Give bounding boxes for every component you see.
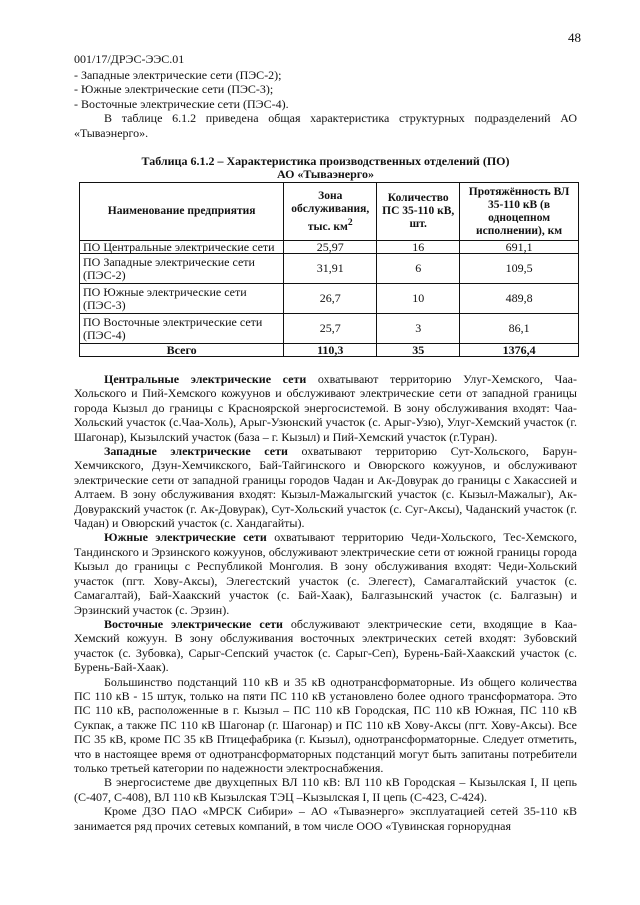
cell-count: 10 — [377, 284, 460, 314]
intro-section — [74, 68, 577, 140]
header-zone-text: Зона обслуживания, тыс. км — [291, 189, 370, 233]
cell-name: ПО Центральные электрические сети — [80, 241, 284, 254]
paragraph-text: охватывают территорию Чеди-Хольского, Тес-Хемского, Тандинского и Эрзинского кожуунов, обслуживают электрические сети от южной границы города Кызыл до границы с Республикой Монголия. В зону обслуживания входят: Чеди-Хольский участок (пгт. Хову-Аксы), Элегестский участок (с. Элегест), Самагалтайский участок (с. Самагалтай), Бай-Хаакский участок (с. Бай-Хаак), Балгазынский участок (с. Балгазын) и Эрзинский участок (с. Эрзин). — [74, 530, 577, 617]
paragraph-other-companies: Кроме ДЗО ПАО «МРСК Сибири» – АО «Тываэнерго» эксплуатацией сетей 35-110 кВ занимается ряд прочих сетевых компаний, в том числе ООО «Тувинская горнорудная — [74, 804, 577, 833]
paragraph-lead: Восточные электрические сети — [104, 616, 283, 631]
paragraph-lead: Южные электрические сети — [104, 530, 267, 545]
paragraph-western — [74, 444, 577, 530]
paragraph-lead: Центральные электрические сети — [104, 372, 307, 386]
page-number: 48 — [568, 30, 581, 45]
list-item: - Южные электрические сети (ПЭС-3); — [74, 82, 274, 97]
cell-count: 6 — [377, 254, 460, 284]
total-count: 35 — [377, 344, 460, 357]
cell-name: ПО Западные электрические сети (ПЭС-2) — [80, 254, 284, 284]
paragraph-eastern — [74, 617, 577, 675]
cell-zone: 25,7 — [284, 314, 377, 344]
paragraph-central — [74, 372, 577, 444]
header-zone — [284, 183, 377, 241]
paragraph-text: охватывают территорию Сут-Хольского, Барун-Хемчикского, Дзун-Хемчикского, Бай-Тайгинского и Овюрского кожуунов, и обслуживают электрические сети от западной границы городов Чадан и Ак-Довурак до границы с Хакассией и Алтаем. В зону обслуживания входят: Кызыл-Мажалыгский участок (с. Кызыл-Мажалыг), Ак-Довуракский участок (г. Ак-Довурак), Сут-Хольский участок (с. Суг-Аксы), Чаданский участок (г. Чадан) и Овюрский участок (с. Хандагайты). — [74, 444, 578, 531]
paragraph-text: охватывают территорию Улуг-Хемского, Чаа-Хольского и Пий-Хемского кожуунов и обслуживают электрические сети от западной границы города Кызыл до границы с Красноярской энергосистемой. В зону обслуживания входят: Чаа-Хольский участок (с.Чаа-Холь), Арыг-Узюнский участок (с. Арыг-Узю), Улуг-Хемский участок (г. Шагонар), Кызылский участок (база – г. Кызыл) и Пий-Хемский участок (г.Туран). — [74, 372, 577, 444]
table-row — [80, 241, 579, 254]
paragraph-lead: Западные электрические сети — [104, 444, 288, 459]
paragraph-text: обслуживают электрические сети, входящие в Каа-Хемский кожуун. В зону обслуживания восточных электрических сетей входят: Зубовский участок (с. Зубовка), Сарыг-Сепский участок (с. Сарыг-Сеп), Бурень-Бай-Хаакский участок (с. Бурень-Бай-Хаак). — [74, 616, 578, 675]
cell-name: ПО Южные электрические сети (ПЭС-3) — [80, 284, 284, 314]
paragraph-southern — [74, 530, 577, 616]
table-caption-line: Таблица 6.1.2 – Характеристика производственных отделений (ПО) — [141, 154, 510, 168]
cell-count: 16 — [377, 241, 460, 254]
table-row — [80, 254, 579, 284]
cell-length: 86,1 — [460, 314, 579, 344]
header-count: Количество ПС 35-110 кВ, шт. — [377, 183, 460, 241]
paragraph-double-circuit: В энергосистеме две двухцепных ВЛ 110 кВ: ВЛ 110 кВ Городская – Кызылская I, II цепь (С-407, С-408), ВЛ 110 кВ Кызылская ТЭЦ –Кызылская I, II цепь (С-423, С-424). — [74, 775, 577, 804]
table-caption — [74, 155, 577, 181]
cell-name: ПО Восточные электрические сети (ПЭС-4) — [80, 314, 284, 344]
header-zone-superscript: 2 — [347, 216, 353, 228]
total-zone: 110,3 — [284, 344, 377, 357]
document-code: 001/17/ДРЭС-ЭЭС.01 — [74, 52, 185, 66]
cell-count: 3 — [377, 314, 460, 344]
total-label: Всего — [80, 344, 284, 357]
table-total-row — [80, 344, 579, 357]
total-length: 1376,4 — [460, 344, 579, 357]
cell-length: 691,1 — [460, 241, 579, 254]
cell-length: 489,8 — [460, 284, 579, 314]
body-text — [74, 372, 577, 833]
cell-zone: 25,97 — [284, 241, 377, 254]
table-caption-line: АО «Тываэнерго» — [277, 167, 374, 181]
table-row — [80, 314, 579, 344]
paragraph-substations: Большинство подстанций 110 кВ и 35 кВ однотрансформаторные. Из общего количества ПС 110 кВ - 15 штук, только на пяти ПС 110 кВ установлено более одного трансформатора. Это ПС 110 кВ, расположенные в г. Кызыл – ПС 110 кВ Городская, ПС 110 кВ Южная, ПС 110 кВ Сукпак, а также ПС 110 кВ Шагонар (г. Шагонар) и ПС 110 кВ Хову-Аксы (пгт. Хову-Аксы). Все ПС 35 кВ, кроме ПС 35 кВ Птицефабрика (г. Кызыл), однотрансформаторные. Следует отметить, что в настоящее время от однотрансформаторных подстанций могут быть запитаны потребители только третьей категории по надежности электроснабжения. — [74, 674, 577, 775]
header-name: Наименование предприятия — [80, 183, 284, 241]
list-item: - Западные электрические сети (ПЭС-2); — [74, 68, 282, 82]
departments-table — [79, 182, 579, 357]
cell-zone: 31,91 — [284, 254, 377, 284]
list-item: - Восточные электрические сети (ПЭС-4). — [74, 96, 289, 111]
table-row — [80, 284, 579, 314]
table-header-row — [80, 183, 579, 241]
intro-paragraph: В таблице 6.1.2 приведена общая характеристика структурных подразделений АО «Тываэнерго». — [74, 111, 577, 140]
cell-zone: 26,7 — [284, 284, 377, 314]
cell-length: 109,5 — [460, 254, 579, 284]
header-length: Протяжённость ВЛ 35-110 кВ (в одноцепном исполнении), км — [460, 183, 579, 241]
